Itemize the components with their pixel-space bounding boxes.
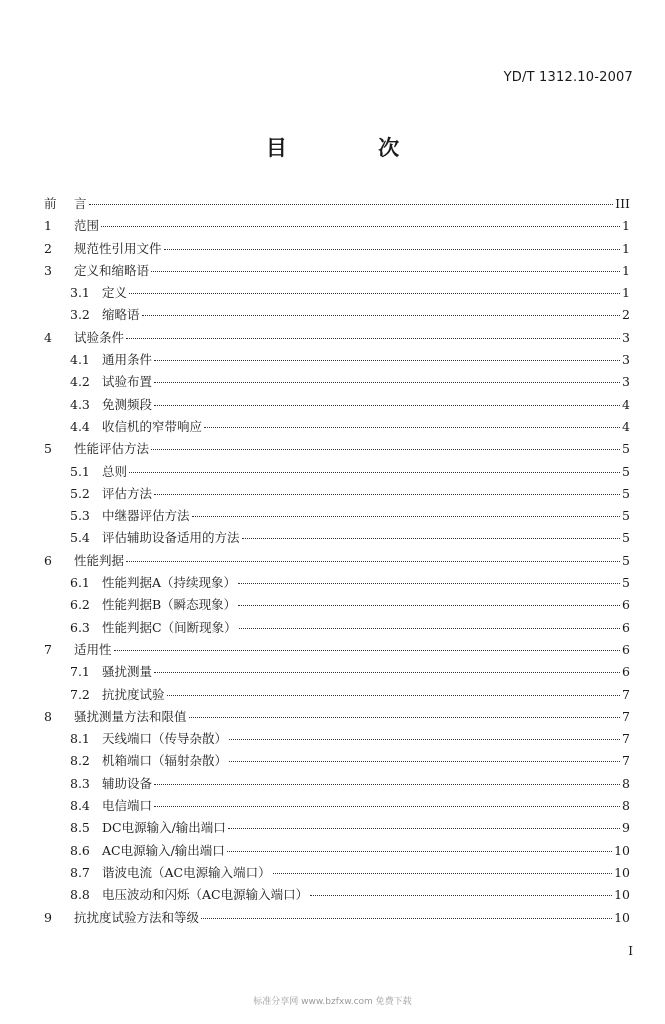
toc-entry-number: 1	[44, 218, 52, 234]
toc-dot-leader	[192, 516, 621, 517]
toc-entry	[44, 439, 630, 461]
toc-entry	[44, 818, 630, 840]
footer-watermark: 标准分享网 www.bzfxw.com 免费下载	[253, 997, 412, 1007]
toc-entry-page: 10	[614, 842, 630, 858]
toc-dot-leader	[154, 405, 620, 406]
toc-dot-leader	[154, 494, 620, 495]
toc-entry-title: 电压波动和闪烁（AC电源输入端口）	[102, 887, 309, 903]
toc-entry-title: 辅助设备	[102, 775, 153, 791]
toc-entry-number: 4.2	[70, 374, 90, 390]
toc-entry-page: 10	[614, 864, 630, 880]
toc-entry	[44, 261, 630, 283]
toc-entry-number: 8.4	[70, 798, 90, 814]
toc-entry-number: 4.3	[70, 396, 90, 412]
toc-entry	[44, 774, 630, 796]
toc-dot-leader	[154, 784, 620, 785]
toc-dot-leader	[204, 427, 620, 428]
toc-entry-page: 7	[622, 731, 630, 747]
toc-entry-title: 性能判据B（瞬态现象）	[102, 597, 237, 613]
toc-dot-leader	[164, 249, 621, 250]
toc-dot-leader	[227, 851, 612, 852]
toc-entry	[44, 216, 630, 238]
toc-dot-leader	[167, 695, 621, 696]
toc-dot-leader	[238, 605, 620, 606]
toc-entry-page: 3	[622, 374, 630, 390]
toc-entry	[44, 908, 630, 930]
toc-entry-page: 5	[622, 441, 630, 457]
toc-entry-number: 8	[44, 708, 52, 724]
toc-dot-leader	[151, 449, 620, 450]
toc-dot-leader	[89, 204, 614, 205]
toc-entry-title: DC电源输入/输出端口	[102, 820, 226, 836]
toc-entry-number: 6.3	[70, 619, 90, 635]
toc-entry-number: 4.4	[70, 418, 90, 434]
toc-entry-title: 言	[74, 196, 87, 211]
toc-entry-page: 3	[622, 329, 630, 345]
toc-entry-title: 试验条件	[74, 329, 125, 345]
toc-dot-leader	[189, 717, 621, 718]
toc-dot-leader	[229, 761, 620, 762]
toc-entry	[44, 239, 630, 261]
toc-entry-number: 7.1	[70, 664, 90, 680]
toc-entry	[44, 506, 630, 528]
toc-dot-leader	[114, 650, 621, 651]
toc-entry-page: 5	[622, 485, 630, 501]
toc-entry	[44, 462, 630, 484]
toc-entry-number: 8.5	[70, 820, 90, 836]
toc-entry	[44, 350, 630, 372]
toc-dot-leader	[310, 895, 612, 896]
toc-entry	[44, 528, 630, 550]
toc-dot-leader	[242, 538, 621, 539]
toc-entry	[44, 863, 630, 885]
page-number: I	[628, 944, 633, 958]
toc-entry	[44, 796, 630, 818]
toc-entry-number: 6	[44, 552, 52, 568]
toc-entry	[44, 707, 630, 729]
toc-entry-title: 中继器评估方法	[102, 508, 190, 524]
toc-entry-page: 5	[622, 575, 630, 591]
toc-entry-number: 8.2	[70, 753, 90, 769]
toc-dot-leader	[151, 271, 620, 272]
toc-entry-title: 范围	[74, 218, 100, 234]
toc-entry	[44, 551, 630, 573]
toc-dot-leader	[273, 873, 613, 874]
toc-entry	[44, 417, 630, 439]
toc-entry-number: 8.7	[70, 864, 90, 880]
toc-entry-title: 评估方法	[102, 485, 153, 501]
toc-entry-title: 电信端口	[102, 798, 153, 814]
toc-entry-title: 规范性引用文件	[74, 240, 162, 256]
toc-entry	[44, 395, 630, 417]
toc-entry-title: 骚扰测量方法和限值	[74, 708, 187, 724]
toc-entry-page: 5	[622, 552, 630, 568]
toc-entry-title: 评估辅助设备适用的方法	[102, 530, 240, 546]
standard-code: YD/T 1312.10-2007	[503, 70, 633, 85]
toc-entry-page: 1	[622, 285, 630, 301]
toc-dot-leader	[154, 360, 620, 361]
toc-entry	[44, 640, 630, 662]
toc-dot-leader	[201, 918, 612, 919]
toc-entry	[44, 484, 630, 506]
toc-entry-page: 1	[622, 262, 630, 278]
toc-dot-leader	[229, 739, 620, 740]
toc-entry-title: 定义和缩略语	[74, 262, 150, 278]
toc-entry-page: 8	[622, 798, 630, 814]
toc-entry-number: 5	[44, 441, 52, 457]
toc-dot-leader	[129, 472, 620, 473]
toc-entry-number: 5.2	[70, 485, 90, 501]
toc-entry-title: 骚扰测量	[102, 664, 153, 680]
toc-entry-title: 缩略语	[102, 307, 140, 323]
toc-entry-number: 6.2	[70, 597, 90, 613]
toc-entry	[44, 194, 630, 216]
toc-entry-number: 5.3	[70, 508, 90, 524]
toc-entry-page: 1	[622, 218, 630, 234]
toc-entry-title: 性能判据	[74, 552, 125, 568]
toc-entry	[44, 595, 630, 617]
toc-dot-leader	[238, 583, 620, 584]
toc-dot-leader	[101, 226, 620, 227]
toc-entry-title: 谐波电流（AC电源输入端口）	[102, 864, 271, 880]
toc-entry-page: 7	[622, 753, 630, 769]
toc-dot-leader	[126, 561, 620, 562]
toc-dot-leader	[228, 828, 620, 829]
toc-entry-page: III	[615, 196, 630, 211]
toc-entry-title: 总则	[102, 463, 128, 479]
toc-dot-leader	[239, 628, 620, 629]
toc-entry-page: 9	[622, 820, 630, 836]
toc-entry-page: 5	[622, 530, 630, 546]
toc-dot-leader	[154, 382, 620, 383]
toc-entry	[44, 685, 630, 707]
toc-entry-title: 试验布置	[102, 374, 153, 390]
toc-entry	[44, 328, 630, 350]
page-title: 目 次	[265, 136, 442, 160]
toc-entry-page: 10	[614, 909, 630, 925]
toc-entry-title: AC电源输入/输出端口	[102, 842, 225, 858]
toc-entry-page: 6	[622, 664, 630, 680]
toc-entry-title: 性能判据A（持续现象）	[102, 575, 237, 591]
toc-entry-number: 8.8	[70, 887, 90, 903]
toc-entry-number: 3.1	[70, 285, 90, 301]
toc-dot-leader	[154, 806, 620, 807]
toc-entry-page: 6	[622, 641, 630, 657]
toc-entry	[44, 573, 630, 595]
toc-entry-number: 5.1	[70, 463, 90, 479]
toc-entry	[44, 751, 630, 773]
toc-entry	[44, 283, 630, 305]
toc-entry-page: 8	[622, 775, 630, 791]
toc-dot-leader	[154, 672, 620, 673]
toc-entry-number: 3.2	[70, 307, 90, 323]
toc-entry-title: 通用条件	[102, 352, 153, 368]
toc-entry-number: 5.4	[70, 530, 90, 546]
toc-entry-title: 适用性	[74, 641, 112, 657]
toc-entry-title: 免测频段	[102, 396, 153, 412]
toc-entry-page: 5	[622, 508, 630, 524]
toc-entry	[44, 372, 630, 394]
toc-entry-page: 1	[622, 240, 630, 256]
toc-entry-page: 6	[622, 619, 630, 635]
toc-entry-number: 2	[44, 240, 52, 256]
toc-entry-page: 7	[622, 686, 630, 702]
toc-entry-page: 5	[622, 463, 630, 479]
toc-entry	[44, 729, 630, 751]
toc-entry-page: 10	[614, 887, 630, 903]
toc-entry-number: 7	[44, 641, 52, 657]
toc-entry-title: 定义	[102, 285, 128, 301]
toc-entry-number: 9	[44, 909, 52, 925]
toc-entry-page: 6	[622, 597, 630, 613]
toc-entry-number: 8.3	[70, 775, 90, 791]
toc-entry-title: 天线端口（传导杂散）	[102, 731, 228, 747]
toc-entry-number: 3	[44, 262, 52, 278]
toc-entry-title: 抗扰度试验	[102, 686, 165, 702]
toc-entry-title: 机箱端口（辐射杂散）	[102, 753, 228, 769]
toc-dot-leader	[126, 338, 620, 339]
toc-entry-page: 2	[622, 307, 630, 323]
toc-entry	[44, 305, 630, 327]
toc-entry-number: 前	[44, 196, 57, 211]
toc-entry-page: 7	[622, 708, 630, 724]
toc-entry-number: 8.1	[70, 731, 90, 747]
toc-entry-number: 4	[44, 329, 52, 345]
toc-entry-page: 3	[622, 352, 630, 368]
toc-entry-page: 4	[622, 396, 630, 412]
toc-entry-title: 抗扰度试验方法和等级	[74, 909, 200, 925]
toc-entry-title: 收信机的窄带响应	[102, 418, 203, 434]
toc-dot-leader	[142, 315, 621, 316]
table-of-contents	[44, 194, 630, 930]
toc-entry	[44, 618, 630, 640]
toc-entry-title: 性能判据C（间断现象）	[102, 619, 237, 635]
toc-entry-title: 性能评估方法	[74, 441, 150, 457]
toc-entry	[44, 662, 630, 684]
toc-entry-number: 6.1	[70, 575, 90, 591]
toc-entry-number: 8.6	[70, 842, 90, 858]
toc-entry-page: 4	[622, 418, 630, 434]
toc-entry	[44, 885, 630, 907]
toc-entry	[44, 841, 630, 863]
toc-entry-number: 4.1	[70, 352, 90, 368]
toc-dot-leader	[129, 293, 620, 294]
toc-entry-number: 7.2	[70, 686, 90, 702]
